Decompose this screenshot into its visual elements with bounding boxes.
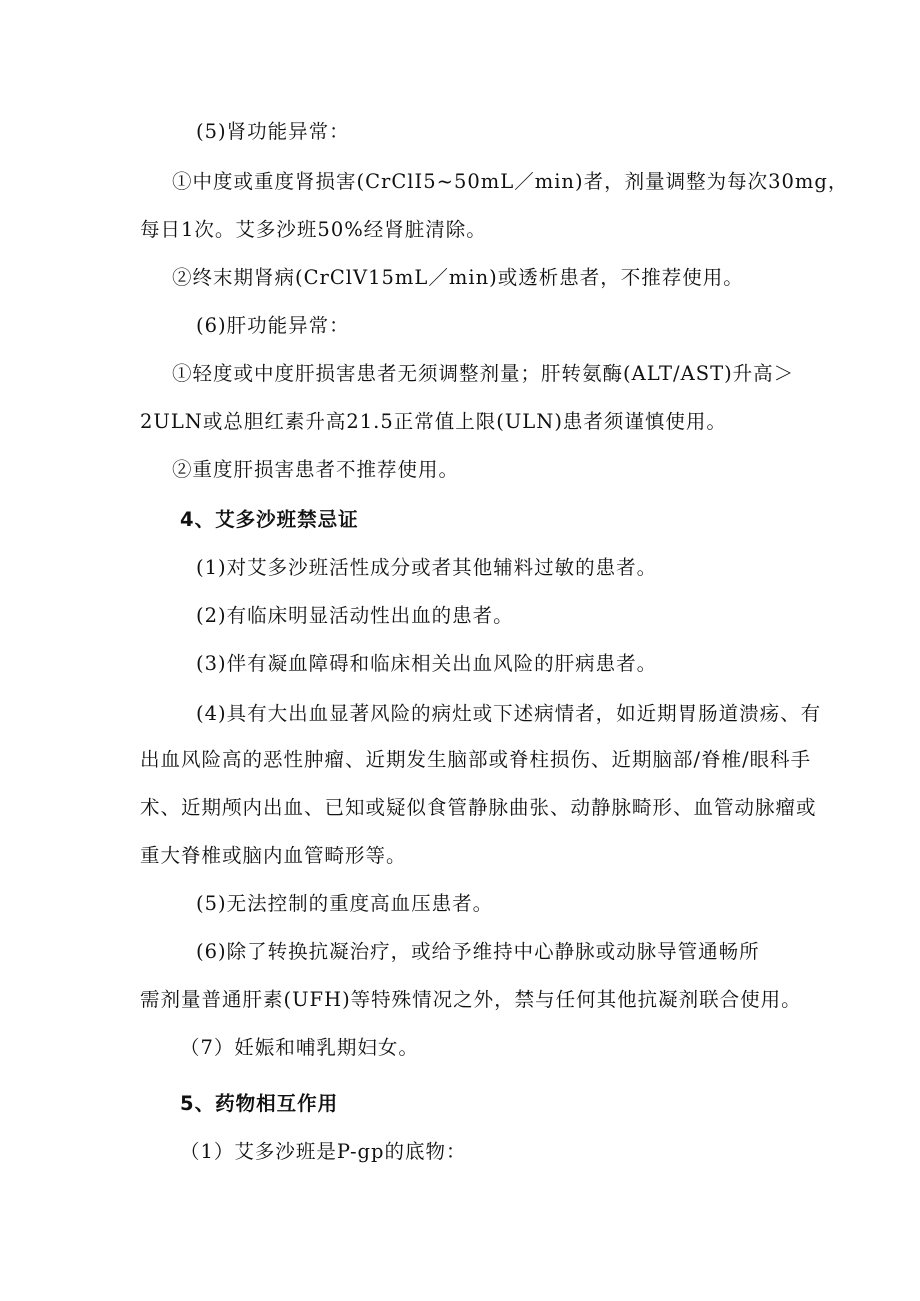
paragraph: (5)无法控制的重度高血压患者。 [196,892,494,915]
paragraph: 出血风险高的恶性肿瘤、近期发生脑部或脊柱损伤、近期脑部/脊椎/眼科手 [140,748,812,771]
paragraph: 术、近期颅内出血、已知或疑似食管静脉曲张、动静脉畸形、血管动脉瘤或 [140,796,817,819]
paragraph: (5)肾功能异常： [196,120,350,143]
paragraph: 重大脊椎或脑内血管畸形等。 [140,844,407,867]
paragraph: 2ULN或总胆红素升高21.5正常值上限(ULN)患者须谨慎使用。 [140,410,727,433]
section-heading: 4、艾多沙班禁忌证 [180,508,359,531]
paragraph: (4)具有大出血显著风险的病灶或下述病情者，如近期胃肠道溃疡、有 [196,702,822,725]
paragraph: ①中度或重度肾损害(CrClI5~50mL／min)者，剂量调整为每次30mg， [172,170,849,193]
paragraph: （7）妊娠和哺乳期妇女。 [180,1036,419,1059]
paragraph: (6)肝功能异常： [196,314,350,337]
paragraph: 每日1次。艾多沙班50%经肾脏清除。 [140,218,487,241]
paragraph: (6)除了转换抗凝治疗，或给予维持中心静脉或动脉导管通畅所 [196,940,760,963]
paragraph: （1）艾多沙班是P-gp的底物： [180,1140,467,1163]
paragraph: (2)有临床明显活动性出血的患者。 [196,604,514,627]
paragraph: ②终末期肾病(CrClV15mL／min)或透析患者，不推荐使用。 [172,266,744,289]
section-heading: 5、药物相互作用 [180,1092,339,1115]
paragraph: ②重度肝损害患者不推荐使用。 [172,458,460,481]
paragraph: 需剂量普通肝素(UFH)等特殊情况之外，禁与任何其他抗凝剂联合使用。 [140,988,802,1011]
paragraph: (1)对艾多沙班活性成分或者其他辅料过敏的患者。 [196,556,658,579]
paragraph: ①轻度或中度肝损害患者无须调整剂量；肝转氨酶(ALT/AST)升高＞ [172,362,795,385]
paragraph: (3)伴有凝血障碍和临床相关出血风险的肝病患者。 [196,652,658,675]
